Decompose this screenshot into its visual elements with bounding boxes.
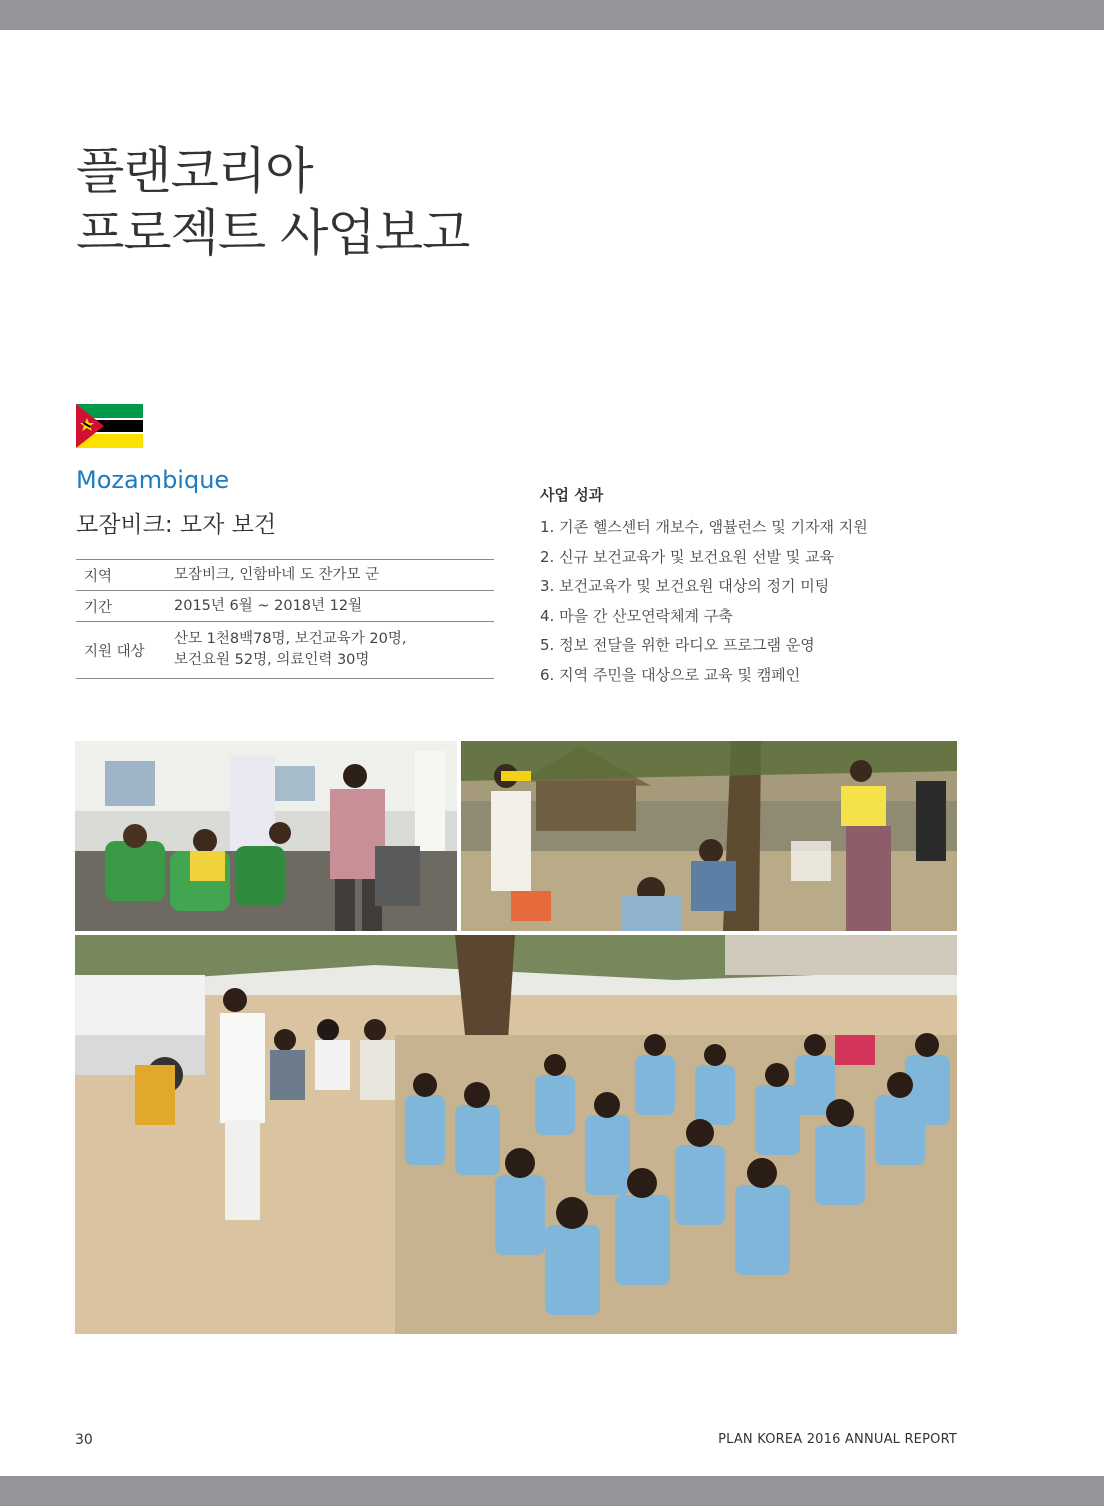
page-number: 30 <box>75 1432 93 1448</box>
page-title-line-1: 플랜코리아 <box>76 142 313 200</box>
row-value: 2015년 6월 ~ 2018년 12월 <box>174 597 363 614</box>
list-item: 3. 보건교육가 및 보건요원 대상의 정기 미팅 <box>540 577 830 595</box>
row-label: 지역 <box>84 568 113 585</box>
report-title: PLAN KOREA 2016 ANNUAL REPORT <box>718 1432 957 1447</box>
mozambique-flag-icon <box>76 404 143 448</box>
page-title <box>76 140 469 264</box>
training-session-photo <box>75 741 457 931</box>
school-children-session-photo <box>75 935 957 1334</box>
row-value: 산모 1천8백78명, 보건교육가 20명, 보건요원 52명, 의료인력 30명 <box>174 631 407 668</box>
project-title: 모잠비크: 모자 보건 <box>76 512 277 538</box>
bottom-bar <box>0 1476 1104 1506</box>
list-item: 2. 신규 보건교육가 및 보건요원 선발 및 교육 <box>540 547 835 566</box>
page-title-line-2: 프로젝트 사업보고 <box>76 204 470 262</box>
list-item: 4. 마을 간 산모연락체계 구축 <box>540 606 733 625</box>
top-bar <box>0 0 1104 30</box>
project-info-table <box>76 559 494 679</box>
table-row <box>76 560 494 591</box>
list-item: 6. 지역 주민을 대상으로 교육 및 캠페인 <box>540 665 801 684</box>
project-results <box>540 484 960 690</box>
list-item: 1. 기존 헬스센터 개보수, 앰뷸런스 및 기자재 지원 <box>540 518 868 536</box>
table-row <box>76 622 494 679</box>
country-name-english: Mozambique <box>76 466 230 494</box>
results-list <box>540 513 960 690</box>
table-row <box>76 591 494 622</box>
row-value: 모잠비크, 인함바네 도 잔가모 군 <box>174 566 380 583</box>
results-heading: 사업 성과 <box>540 486 604 504</box>
list-item: 5. 정보 전달을 위한 라디오 프로그램 운영 <box>540 636 815 654</box>
community-meeting-photo <box>461 741 957 931</box>
row-label: 지원 대상 <box>84 643 145 660</box>
row-label: 기간 <box>84 599 113 616</box>
